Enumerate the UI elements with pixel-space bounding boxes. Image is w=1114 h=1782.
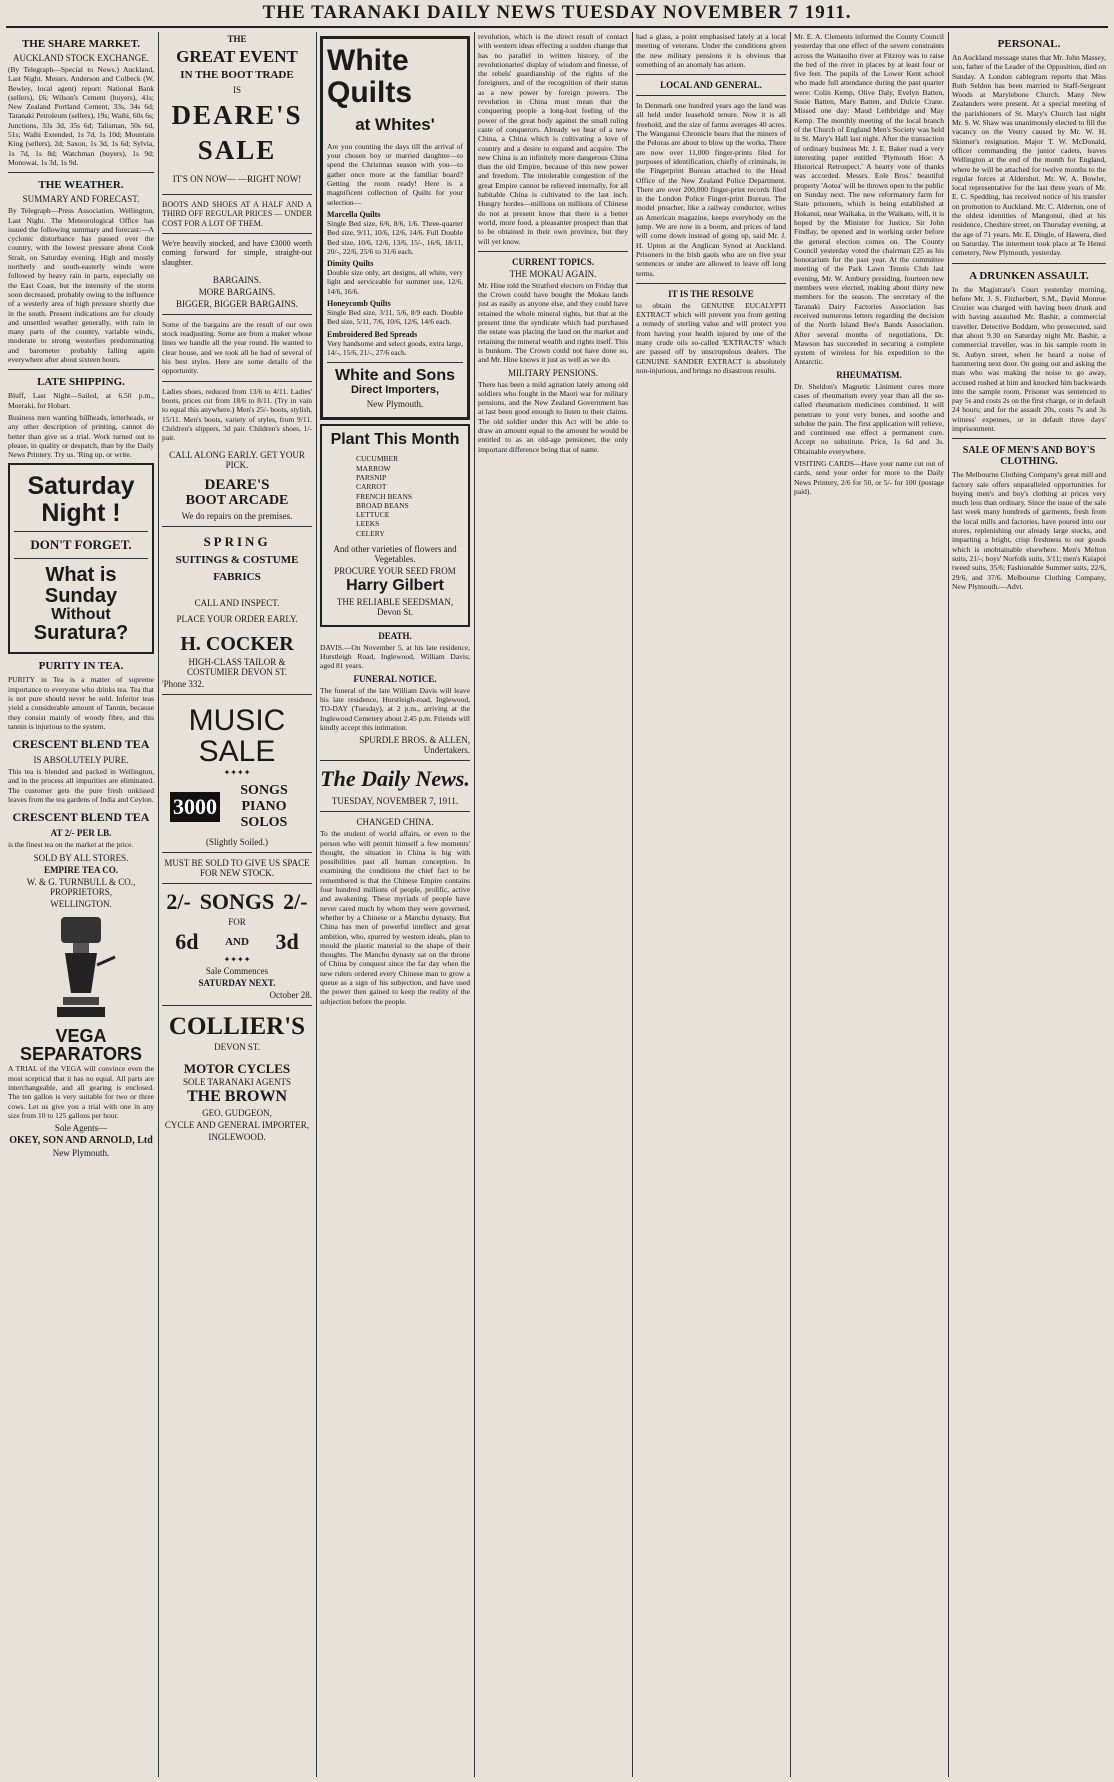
suratura-line-3: What is <box>45 563 117 586</box>
the-brown: THE BROWN <box>186 1088 287 1106</box>
pence-row <box>162 929 312 955</box>
songs-count: 3000 <box>170 792 220 822</box>
china-heading: CHANGED CHINA. <box>356 817 434 828</box>
printery-notice: Business men wanting billheads, letterheads, or any other description of printing, cannot do better than give us a trial. Work turned out to please, in quality or despatch, than by the Daily News Printery. Try us. 'Ring up, or write. <box>8 412 154 460</box>
column-6 <box>794 32 944 1777</box>
column-7 <box>952 32 1106 1777</box>
column-2 <box>162 32 312 1777</box>
plant-note: And other varieties of flowers and Vegetables. <box>333 544 457 564</box>
personal-heading: PERSONAL. <box>997 38 1061 50</box>
sold-by: SOLD BY ALL STORES. <box>33 852 129 863</box>
dimity-text: Double size only, art designs, all white, very light and serviceable for summer use, 12/6, 14/6, 16/6. <box>327 268 463 296</box>
plant-item: CELERY <box>356 528 385 538</box>
suratura-line-1: Saturday Night ! <box>27 472 135 527</box>
drunken-assault-text: In the Magistrate's Court yesterday morning, before Mr. J. S. Fitzherbert, S.M., David Monroe Crozier was charged with having been drunk and with having assaulted Mr. Bashir, a commercial traveller. Detective Boddam, who prosecuted, said that about 9.30 on Saturday night Mr. Bashir, a commercial traveller, was in his sample room in St. Aubyn street, when he heard a noise of hammering next door. On going out and asking the man who was making the noise to go away, accused rushed at him and knocked him backwards into the sample room. Prisoner was sentenced to pay 5s and costs 2s on the first charge, or in default 24 hours; and for the assault 20s, costs 7s and 3s witness' expenses, or in default three days' imprisonment. <box>952 284 1106 433</box>
vega-agents: Sole Agents— <box>54 1123 108 1134</box>
divider <box>478 251 628 252</box>
column-rule <box>632 32 633 1777</box>
suratura-line-5: Without <box>51 605 111 623</box>
column-rule <box>948 32 949 1777</box>
divider <box>636 283 786 284</box>
clothing-sale-text: The Melbourne Clothing Company's great mill and factory sale offers unparalleled opportunities for buying men's and boy's clothing at prices very much less than ordinary. Since the issue of the sale last week many hundreds of garments, fresh from the local mills and factories, have poured into our stores, replenishing our already large stocks, and imparting a bright, crisp freshness to our goods which is unobtainable elsewhere. Men's Melton suits, 21/-; boys' Norfolk suits, 3/11; men's Kaiapoi tweed suits, 35/6; Fashionable Summer suits, 22/6, 29/6, and 37/6. Melbourne Clothing Company, New Plymouth.—Advt. <box>952 470 1106 591</box>
weather-heading: THE WEATHER. <box>38 179 124 192</box>
plant-item: MARROW <box>356 463 391 473</box>
plant-item: LEEKS <box>356 519 380 529</box>
plant-item: FRENCH BEANS <box>356 491 413 501</box>
pensions-heading: MILITARY PENSIONS. <box>508 367 598 378</box>
music-sale: SALE <box>198 735 276 769</box>
column-rule <box>474 32 475 1777</box>
divider <box>162 233 312 234</box>
white-quilts-line-1: White <box>327 44 409 77</box>
divider <box>14 558 148 559</box>
honeycomb-heading: Honeycomb Quilts <box>327 299 391 308</box>
embroidered-text: Very handsome and select goods, extra large, 14/-, 15/6, 21/-, 27/6 each. <box>327 338 463 357</box>
songs-label: SONGS PIANO SOLOS <box>240 782 288 830</box>
white-sons-name: White and Sons <box>335 367 455 385</box>
shipping-text: Bluff, Last Night—Sailed, at 6.50 p.m., Moeraki, for Hobart. <box>8 391 154 410</box>
separator-machine-icon <box>41 913 121 1023</box>
column-3 <box>320 32 470 1777</box>
divider <box>636 95 786 96</box>
for-label: FOR <box>228 916 246 927</box>
death-text: DAVIS.—On November 5, at his late residence, Hurstleigh Road, Inglewood, William Davis; aged 81 years. <box>320 642 470 671</box>
spring-1: SPRING <box>203 533 271 549</box>
cocker-phone: 'Phone 332. <box>162 678 205 689</box>
bargains-2: MORE BARGAINS. <box>198 286 276 297</box>
funeral-text: The funeral of the late William Davis will leave his late residence, Hurstleigh-road, Inglewood, TO-DAY (Tuesday), at 2 p.m., arriving at the Inglewood Cemetery about 2.45 p.m. Friends will kindly accept this intimation. <box>320 685 470 732</box>
spring-2: SUITINGS & COSTUME <box>175 553 299 566</box>
plant-item: BROAD BEANS <box>356 500 409 510</box>
divider <box>162 883 312 884</box>
crescent-subheading: IS ABSOLUTELY PURE. <box>33 755 129 766</box>
suratura-line-2: DON'T FORGET. <box>30 536 132 552</box>
daily-news-date: TUESDAY, NOVEMBER 7, 1911. <box>331 796 459 807</box>
suratura-advert <box>8 463 154 654</box>
divider <box>162 526 312 527</box>
soiled-note: (Slightly Soiled.) <box>205 836 268 847</box>
drunken-assault-heading: A DRUNKEN ASSAULT. <box>969 269 1089 282</box>
masthead: THE TARANAKI DAILY NEWS TUESDAY NOVEMBER 7 1911. <box>262 2 852 23</box>
mokau-heading: THE MOKAU AGAIN. <box>509 268 597 279</box>
divider <box>952 263 1106 264</box>
deares-on-now: IT'S ON NOW— —RIGHT NOW! <box>172 174 302 185</box>
deares-boot-trade: IN THE BOOT TRADE <box>180 68 294 81</box>
marcella-heading: Marcella Quilts <box>327 209 381 219</box>
death-heading: DEATH. <box>378 630 412 641</box>
deares-great-event: GREAT EVENT <box>176 47 298 66</box>
honeycomb-text: Single Bed size, 3/11, 5/6, 8/9 each. Double Bed size, 5/11, 7/6, 10/6, 12/6, 14/6 each. <box>327 308 463 327</box>
divider <box>320 760 470 761</box>
weather-text: By Telegraph—Press Association. Wellington, Last Night. The Meteorological Office has issued the following summary and forecast:—A cyclonic disturbance has passed over the country, with the lowest pressure about Cook Strait, on Saturday evening. High and mostly northerly and south-easterly winds were followed by heavy rain in parts, especially on the East Coast, but the intensity of the storm soon decreased, probably owing to the influence of a westerly area of high pressure shortly due in the south. Present indications are for cloudy and unsettled weather generally, with rain in many parts of the country, variable winds, moderate to strong westerlies predominating and barometer probably falling again everywhere after about sixteen hours. <box>8 206 154 365</box>
dimity-heading: Dimity Quilts <box>327 259 374 269</box>
bargains-1: BARGAINS. <box>212 274 262 285</box>
column-rule <box>158 32 159 1777</box>
price-6d: 6d <box>175 928 199 954</box>
resolve-heading: IT IS THE RESOLVE <box>668 288 754 299</box>
harry-gilbert: Harry Gilbert <box>346 577 444 594</box>
bargains-text: Some of the bargains are the result of our own stock readjusting. Some are from a maker whose lines we handle all the year round. He wanted to clear house, and we took all he had of several of his best styles. Here are some details of the opportunity. <box>162 319 312 376</box>
local-general-continued: Mr. E. A. Clements informed the County Council yesterday that one effect of the severe constraints across the Waitaoiho river at Fitzroy was to raise the bed of the river in places by at least four or five feet. The pupils of the Lower Kent school who made full attendance during the past quarter were: Colin Kemp, Olive Daly, Evelyn Batten, Susie Batten, Mary Batten, and Dulcie Crane. Missed one day: Maud Lethbridge and May Kemp. The monthly meeting of the local branch of the Church of England Men's Society was held in St. Mary's Hall last night. After the transaction of ordinary business Mr. J. E. Baker read a very interesting paper entitled 'Plymouth Hoe: A Historical Retrospect.' A hearty vote of thanks was accorded. Messrs. Eole Bros.' beautiful property 'Aotea' will be thrown open to the public on Sunday next. The new reformatory farm for State prisoners, which is being established at Hokanui, near Waikaka, in the Waikato, will, it is hoped by the Minister for Justice, Sir John Findlay, be opened and in working order before the general election comes on. The County Council yesterday voted the chairman £25 as his honorarium for the past year. At the committee meeting of the Park Lawn Tennis Club last evening, Mr. W. Ambury presiding, fourteen new members were elected, making about thirty new members for the season. The secretary of the Taranaki Dairy Factories Association has received numerous letters regarding the decision of the North Island Bee's Bands Association. After several months of negotiations, Dr. Mawson has succeeded in securing a complete system of wireless for his expedition to the Antarctic. <box>794 32 944 367</box>
plant-item: CARROT <box>356 482 387 492</box>
arcade-repairs: We do repairs on the premises. <box>181 510 293 521</box>
suratura-line-4: Sunday <box>44 584 118 607</box>
spring-3: FABRICS <box>213 571 261 584</box>
clothing-sale-heading: SALE OF MEN'S AND BOY'S CLOTHING. <box>962 445 1096 468</box>
deares-is: IS <box>232 85 241 96</box>
divider <box>8 369 154 370</box>
plant-item: CUCUMBER <box>356 454 399 464</box>
column-4 <box>478 32 628 1777</box>
deares-sale: SALE <box>197 134 277 165</box>
divider <box>162 694 312 695</box>
plant-advert <box>320 424 470 627</box>
price-3d: 3d <box>275 928 299 954</box>
column-1 <box>8 32 154 1777</box>
white-quilts-line-3: at Whites' <box>355 115 435 134</box>
gudgeon: GEO. GUDGEON, <box>202 1108 272 1119</box>
vega-agent-town: New Plymouth. <box>52 1148 110 1159</box>
divider <box>8 172 154 173</box>
empire-town: WELLINGTON. <box>50 898 112 909</box>
daily-news-title: The Daily News. <box>320 766 470 792</box>
sale-date: October 28. <box>269 989 312 1000</box>
white-sons-importers: Direct Importers, <box>350 383 440 396</box>
call-inspect: CALL AND INSPECT. <box>194 597 280 608</box>
crescent-heading: CRESCENT BLEND TEA <box>12 737 150 752</box>
local-general-text: In Denmark one hundred years ago the land was all held under leasehold tenure. Now it is all freehold, and the size of farms averages 40 acres. The Wanganui Chronicle hears that the miners of the Peloras are about to blow up the works. There are now over 11,000 finger-prints filed for purposes of identification, chiefly of criminals, in the Fingerprint Bureau attached to the Head Office of the New Zealand Police Department. There are over 200,000 finger-print records filed in the London Police Finger-print Bureau. The model preacher, like a railway conductor, writes an American magazine, keeps everybody on the jump. We are now in a boom, and prices of land will come down instead of going up, said Mr. J. H. Upton at the Anglican Synod at Auckland. Prisoners in the Irish gaols who are on five year sentences or under are allowed to leave off long terms. <box>636 101 786 278</box>
divider <box>327 362 463 363</box>
sold-space: MUST BE SOLD TO GIVE US SPACE FOR NEW STOCK. <box>164 857 310 878</box>
weather-subheading: SUMMARY AND FORECAST. <box>22 194 140 205</box>
sole-agents: SOLE TARANAKI AGENTS <box>182 1077 292 1088</box>
arcade-name-1: DEARE'S <box>204 477 270 494</box>
cocker-subtitle: HIGH-CLASS TAILOR & COSTUMIER DEVON ST. <box>186 656 288 677</box>
masthead-rule <box>6 26 1108 28</box>
rheumatism-heading: RHEUMATISM. <box>836 369 902 380</box>
price-row <box>162 889 312 915</box>
rheumatism-text: Dr. Sheldon's Magnetic Liniment cures more cases of rheumatism every year than all the so-called rheumatism medicines combined. It will penetrate to your very bones, and soothe and subdue the pain. The first application will relieve, and continued use effect a permanent cure. Accept no substitute. Price, 1s 6d and 3s. Obtainable everywhere. <box>794 381 944 456</box>
white-quilts-advert <box>320 36 470 420</box>
empire-name: EMPIRE TEA CO. <box>43 864 119 875</box>
plant-heading: Plant This Month <box>330 430 460 448</box>
divider <box>952 438 1106 439</box>
bargains-3: BIGGER, BIGGER BARGAINS. <box>175 298 298 309</box>
deares-the: THE <box>227 34 247 44</box>
share-market-subheading: AUCKLAND STOCK EXCHANGE. <box>12 53 150 63</box>
column-rule <box>316 32 317 1777</box>
divider <box>162 381 312 382</box>
ornament-icon: ✦✦✦✦ <box>223 767 251 777</box>
crescent-text: This tea is blended and packed in Wellington, and in the process all impurities are eliminated. The customer gets the pure fresh unkissed leaves from the tea gardens of India and Ceylon. <box>8 767 154 804</box>
china-text: To the student of world affairs, or even to the person who will permit himself a few moments' thought, the situation in China is big with possibilities past all human conception. In examining the conditions the chief fact to be remembered is that the Chinese Empire contains four hundred millions of people, prolific, active and awakening. These myriads of people have never cared much by whom they were governed, whether by a Chinese or a Manchu dynasty. But China has men of powerful intellect and great ambition, who, spurred by western ideals, plan to mould the plastic material to the shape of their thoughts. The Manchu dynasty sat on the throne of China by conquest since the far day when the new rulers ordered every Chinese man to grow a queue as a sign of his subjection, and have used the power then gained to keep the reality of the subjection before the people. <box>320 829 470 1006</box>
current-topics-heading: CURRENT TOPICS. <box>511 256 595 267</box>
prices-text: Ladies shoes, reduced from 13/6 to 4/11. Ladies' boots, prices cut from 18/6 to 8/11. (Try in vain to equal this anywhere.) Men's 25/- boots, stylish, 15/11. Men's boots, variety of styles, from 9/11. Children's slippers, 3d pair. Children's shoes, 1/- pair. <box>162 386 312 443</box>
empire-proprietors: W. & G. TURNBULL & CO., PROPRIETORS, <box>26 876 136 897</box>
divider <box>162 1005 312 1006</box>
divider <box>320 811 470 812</box>
divider <box>162 852 312 853</box>
purity-text: PURITY in Tea is a matter of supreme importance to everyone who drinks tea. Tea that is not pure should never be sold. Inferior teas yield a considerable amount of Tannin, because they consist mainly of woody fibre, and this tannin is injurious to the system. <box>8 675 154 731</box>
share-market-text: (By Telegraph—Special to News.) Auckland, Last Night. Messrs. Anderson and Colbeck (W. Bewley, local agent) report: National Bank (sellers), £6; Wilson's Cement (buyers), 41s; New Zealand Portland Cement, 33s, 34s 6d; Taranaki Petroleum (sellers), 19s; Waihi, 60s 6s; Junctions, 33s 3d, 35s 6d; Talisman, 50s 6d, 51s; Waihi Extended, 1s 7d, 1s 10d; Mountain King (sellers), 2d; Saxon, 1s 3d, 1s 6d; Sylvia, 1s 7d, 1s 8d; Watchman (buyers), 1s 9d; Monowai, 1s 3d, 1s 9d. <box>8 65 154 167</box>
price-left: 2/- <box>166 888 191 914</box>
price-right: 2/- <box>283 888 308 914</box>
place-order: PLACE YOUR ORDER EARLY. <box>176 613 298 624</box>
crescent-price: AT 2/- PER LB. <box>50 828 112 839</box>
deares-name: DEARE'S <box>171 100 303 131</box>
motor-cycles: MOTOR CYCLES <box>183 1060 291 1076</box>
pensions-continued: had a glass, a point emphasised lately at a local meeting of veterans. Under the conditions given the new military pensions it is obvious that something of an anomaly has arisen. <box>636 32 786 69</box>
arcade-name-2: BOOT ARCADE <box>185 493 289 509</box>
seedsman: THE RELIABLE SEEDSMAN, Devon St. <box>336 596 454 617</box>
ornament-icon: ✦✦✦✦ <box>223 954 251 964</box>
vega-text: A TRIAL of the VEGA will convince even the most sceptical that it has no equal. All parts are interchangeable, and all gearing is enclosed. The ten gallon is very suitable for two or three cows. Let us give you a trial with one in any size from 10 to 125 gallons per hour. <box>8 1064 154 1120</box>
call-early: CALL ALONG EARLY. GET YOUR PICK. <box>169 450 305 471</box>
deares-boots-text: BOOTS AND SHOES AT A HALF AND A THIRD OFF REGULAR PRICES — UNDER COST FOR A LOT OF THEM. <box>162 200 312 228</box>
divider <box>14 531 148 532</box>
colliers-address: DEVON ST. <box>214 1041 260 1052</box>
price-songs: SONGS <box>199 888 275 914</box>
purity-heading: PURITY IN TEA. <box>38 660 124 673</box>
vega-agent-name: OKEY, SON AND ARNOLD, Ltd <box>9 1135 153 1147</box>
cycle-importer: CYCLE AND GENERAL IMPORTER, <box>164 1120 310 1131</box>
and-label: AND <box>225 935 249 948</box>
white-sons-town: New Plymouth. <box>366 398 424 409</box>
crescent-text-2: is the finest tea on the market at the price. <box>8 840 134 850</box>
music-heading: MUSIC <box>188 703 286 737</box>
share-market-heading: THE SHARE MARKET. <box>21 38 141 50</box>
plant-item: PARSNIP <box>356 472 387 482</box>
divider <box>162 194 312 195</box>
pensions-text: There has been a mild agitation lately among old soldiers who fought in the Maori war for military pensions, and the New Zealand Government has at last been good enough to listen to their claims. The old soldier under this Act will be able to draw an amount equal to the amount he would be entitled to as an old-age pensioner, the only important difference being that of name. <box>478 379 628 454</box>
quilts-intro: Are you counting the days till the arrival of your chosen boy or married daughter—to spend the Christmas season with you—to gather once more at the familiar board? Getting the room ready! Here is a magnificent collection of Quilts for your selection— <box>327 141 463 207</box>
visiting-cards-notice: VISITING CARDS—Have your name cut out of cards, send your order for more to the Daily News Printery, 2/6 for 50, or 5/- for 100 (postage paid). <box>794 459 944 496</box>
white-quilts-line-2: Quilts <box>327 75 413 109</box>
embroidered-heading: Embroidered Bed Spreads <box>327 329 418 339</box>
procure-seed: PROCURE YOUR SEED FROM <box>334 566 456 576</box>
funeral-heading: FUNERAL NOTICE. <box>353 673 437 684</box>
marcella-text: Single Bed size, 6/6, 8/6, 1/6. Three-quarter Bed size, 9/11, 10/6, 12/6, 14/6. Full Double Bed size, 10/6, 12/6, 13/6, 15/-, 16/6, 18/11, 20/-, 22/6, 25/6 to 31/6 each. <box>327 218 463 256</box>
column-5 <box>636 32 786 1777</box>
personal-text: An Auckland message states that Mr. John Massey, son, father of the Leader of the Opposition, died on Sunday. A London cablegram reports that Miss Ruth Seldon has been married to Staff-Sergeant Woods at Marylebone Church. Many New Zealanders were present. At a special meeting of the parishioners of St. Mary's Church last night Mr. S. W. Shaw was unanimously elected to fill the vacancy on the Vestry caused by Mr. W. H. Skinner's resignation. Major T. W. McDonald, officer commanding the junior cadets, leaves Wellington at the end of the month for England, where he will be attached for twelve months to the regular forces at Aldershot. Mr. W. A. Bowler, local representative for the last three years of Mr. E. C. Spedding, has received notice of his transfer on promotion to Auckland. Mr. C. Alderton, one of the oldest identities of Mangonui, died at his residence, Cheshire street, on Thursday evening, at the age of 71 years. Mr. E. Dingle, of Hawera, died on Saturday. The interment took place at Te Henui cemetery, New Plymouth, yesterday. <box>952 53 1106 258</box>
china-continued: revolution, which is the direct result of contact with western ideas effecting a sudden change that has no parallel in written history, of the revolutionaries' display of wisdom and finesse, of the rebels' guardianship of the rights of the foreigners, and of the recognition of their status as a new power by foreign powers. The revolution in China must mean that the conquering people a long-lost feeling of the power of the great body against the small ruling caste of conquerors. Already we hear of a new China, a China which is cultivating a love of country and a desire to expand and acquire. The new China is an infinitely more dangerous China than the old Empire, because of this new power and freedom. The intolerable congestion of the great Empire cannot be relieved internally, for all habitable China is cultivated to the last inch. Hungry hordes—millions on millions of Chinese do not at present know that there is a better world, more food, a pleasanter prospect than that to be obtained in their own province, but they will yet know. <box>478 32 628 246</box>
undertaker: SPURDLE BROS. & ALLEN, Undertakers. <box>359 735 470 756</box>
mokau-text: Mr. Hine told the Stratford electors on Friday that the Crown could have bought the Mokau lands just as easily as anyone else, and they could have retained the whole mineral rights, but that at the present time the syndicate which had purchased the estate was placing the land on the market and retaining the mineral wealth and rights itself. This is bunkum. The Crown could not have done so, and Mr. Hine knows it just as well as we do. <box>478 280 628 365</box>
column-rule <box>790 32 791 1777</box>
deares-stock-text: We're heavily stocked, and have £3000 worth coming forward for simple, straight-out slaughter. <box>162 238 312 267</box>
divider <box>636 74 786 75</box>
sale-commences: Sale Commences <box>205 965 269 976</box>
crescent-heading-2: CRESCENT BLEND TEA <box>12 810 150 825</box>
cocker-name: H. COCKER <box>180 632 294 655</box>
songs-row <box>162 783 312 831</box>
resolve-text: to obtain the GENUINE EUCALYPTI EXTRACT which will prevent you from getting a remedy of sterling value and will protect you from having your health injured by one of the many crude oils so-called 'EXTRACTS' which are passed off by unscrupulous dealers. The GENUINE SANDER EXTRACT is absolutely non-injurious, and brings no disastrous results. <box>636 300 786 375</box>
plant-list <box>326 454 464 538</box>
inglewood: INGLEWOOD. <box>208 1132 266 1143</box>
local-general-heading: LOCAL AND GENERAL. <box>660 80 762 91</box>
shipping-heading: LATE SHIPPING. <box>37 376 125 389</box>
saturday-next: SATURDAY NEXT. <box>198 977 276 988</box>
plant-item: LETTUCE <box>356 510 390 520</box>
divider <box>162 314 312 315</box>
vega-heading: VEGA SEPARATORS <box>19 1025 143 1065</box>
colliers-name: COLLIER'S <box>168 1012 306 1040</box>
suratura-line-6: Suratura? <box>33 622 129 645</box>
